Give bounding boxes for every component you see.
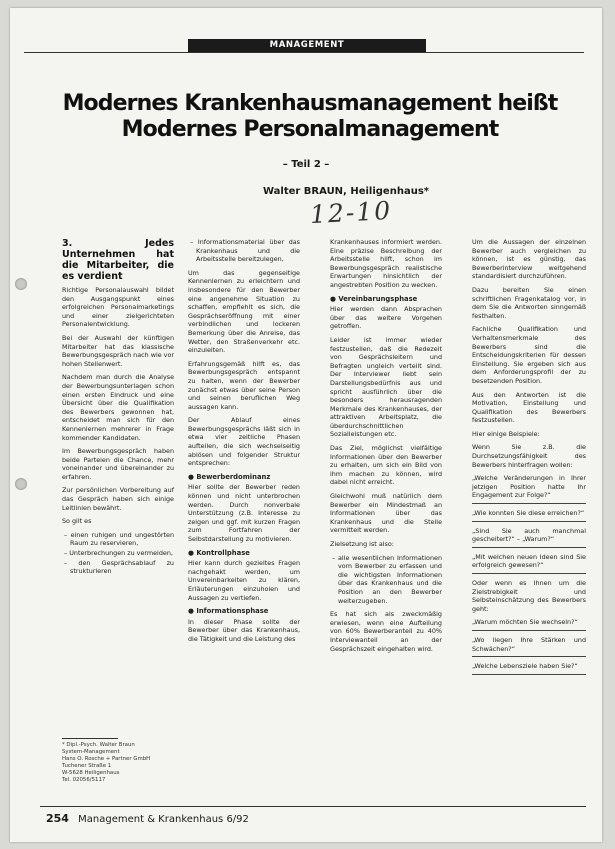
interview-question: „Sind Sie auch manchmal gescheitert?“ – „Warum?“: [472, 527, 586, 548]
column-3: [330, 238, 442, 658]
paragraph: Bei der Auswahl der künftigen Mitarbeiter hat das klassische Bewerbungsgespräch nach wie vor hohen Stellenwert.: [62, 333, 175, 368]
section-heading: 3. Jedes Unternehmen hat die Mitarbeiter, die es verdient: [62, 238, 174, 282]
paragraph: Um die Aussagen der einzelnen Bewerber auch vergleichen zu können, ist es günstig, das Bewerberinterview weitgehend standardisiert durchzuführen.: [472, 238, 586, 281]
phase-heading: ● Kontrollphase: [188, 548, 250, 557]
interview-question: „Mit welchen neuen Ideen sind Sie erfolgreich gewesen?“: [472, 553, 586, 574]
footnote-line: * Dipl.-Psych. Walter Braun: [62, 742, 135, 748]
journal-name: Management & Krankenhaus 6/92: [78, 814, 249, 825]
paragraph: Gleichwohl muß natürlich dem Bewerber ein Mindestmaß an Informationen über das Krankenhaus und die Stelle vermittelt werden.: [330, 492, 442, 535]
paragraph: Hier sollte der Bewerber reden können und nicht unterbrochen werden. Durch nonverbale Unterstützung (z.B. Interesse zu zeigen und ggf. mit kurzen Fragen zum Fortfahren der Selbstdarstellung zu motivieren.: [188, 483, 300, 543]
phase-heading: ● Bewerberdominanz: [188, 472, 271, 481]
paragraph: Um das gegenseitige Kennenlernen zu erleichtern und insbesondere für den Bewerber eine angenehme Situation zu schaffen, empfiehlt es sich, die Gesprächseröffnung mit einer verbindlichen und lockeren Bemerkung über die Anreise, das Wetter, den Straßenverkehr etc. einzuleiten.: [188, 268, 300, 355]
list-item: – einen ruhigen und ungestörten Raum zu reservieren,: [70, 531, 174, 548]
paragraph: Krankenhauses informiert werden. Eine präzise Beschreibung der Arbeitsstelle hilft, schon im Bewerbungsgespräch realistische Erwartungen hinsichtlich der angestrebten Position zu wecken.: [330, 238, 442, 289]
interview-question: „Warum möchten Sie wechseln?“: [472, 618, 586, 631]
list: [62, 531, 174, 576]
paragraph: Dazu bereiten Sie einen schriftlichen Fragenkatalog vor, in dem Sie die Antworten sinngemäß festhalten.: [472, 285, 586, 320]
paragraph: Zielsetzung ist also:: [330, 540, 394, 548]
column-2: [188, 238, 300, 649]
paragraph: Hier kann durch gezieltes Fragen nachgehakt werden, um Unvereinbarkeiten zu klären, Erläuterungen einzuholen und Aussagen zu vertiefen.: [188, 559, 300, 602]
footer-rule: [40, 806, 586, 807]
paragraph: Es hat sich als zweckmäßig erwiesen, wenn eine Aufteilung von 60% Bewerberanteil zu 40% Interviewanteil an der Gesprächszeit eingehalten wird.: [330, 610, 442, 653]
paragraph: Leider ist immer wieder festzustellen, daß die Redezeit von Gesprächsleitern und Befragten ungleich verteilt sind. Der Interviewer liebt sein Darstellungsbedürfnis aus und spricht ausführlich über die besonders herausragenden Merkmale des Krankenhauses, der attraktiven Arbeitsplatz, die überdurchschnittlichen Sozialleistungen etc.: [330, 335, 442, 439]
footnote-line: Tel. 02056/5117: [62, 777, 106, 783]
footnote-line: Tuchener Straße 1: [62, 763, 112, 769]
footnote-line: System-Management: [62, 749, 120, 755]
list-item: – alle wesentlichen Informationen vom Bewerber zu erfassen und die wichtigsten Informationen über das Krankenhaus und die Position an den Bewerber weiterzugeben.: [338, 554, 442, 606]
paragraph: Wenn Sie z.B. die Durchsetzungsfähigkeit des Bewerbers hinterfragen wollen:: [472, 443, 586, 469]
paragraph: So gilt es: [62, 517, 92, 526]
paragraph: Nachdem man durch die Analyse der Bewerbungsunterlagen schon einen ersten Eindruck und eine Übersicht über die Qualifikation des Bewerbers gewonnen hat, entscheidet man sich für den Kennenlernen mehrerer in Frage kommender Kandidaten.: [62, 373, 174, 442]
paragraph: In dieser Phase sollte der Bewerber über das Krankenhaus, die Tätigkeit und die Leistung des: [188, 617, 300, 643]
footnote-rule: [62, 738, 118, 739]
interview-question: „Welche Veränderungen in Ihrer jetzigen Position hatte Ihr Engagement zur Folge?“: [472, 474, 586, 504]
paragraph: Der Ablauf eines Bewerbungsgesprächs läßt sich in etwa vier zeitliche Phasen aufteilen, die sich wechselseitig ablösen und folgender Struktur entsprechen:: [188, 416, 300, 468]
page-footer: [46, 812, 249, 825]
paragraph: Das Ziel, möglichst vielfältige Informationen über den Bewerber zu erhalten, um sich ein Bild von ihm machen zu können, wird dabei nicht erreicht.: [330, 444, 442, 487]
paragraph: Zur persönlichen Vorbereitung auf das Gespräch haben sich einige Leitlinien bewährt.: [62, 486, 174, 512]
list: [330, 554, 442, 606]
punch-hole: [15, 278, 27, 290]
handwritten-note: 12-10: [309, 195, 393, 230]
paragraph: Fachliche Qualifikation und Verhaltensmerkmale des Bewerbers sind die Entscheidungskriterien für dessen Einstellung. Sie ergeben sich aus dem Anforderungsprofil der zu besetzenden Position.: [472, 325, 586, 385]
paragraph: Hier einige Beispiele:: [472, 429, 540, 438]
paragraph: Hier werden dann Absprachen über das weitere Vorgehen getroffen.: [330, 305, 442, 331]
column-1: [62, 238, 174, 581]
paragraph: Erfahrungsgemäß hilft es, das Bewerbungsgespräch entspannt zu halten, wenn der Bewerber zunächst etwas über seine Person und seinen beruflichen Weg aussagen kann.: [188, 359, 300, 411]
section-label: MANAGEMENT: [188, 39, 426, 52]
phase-heading: ● Informationsphase: [188, 607, 269, 616]
interview-question: „Welche Lebensziele haben Sie?“: [472, 662, 586, 675]
interview-question: „Wo liegen Ihre Stärken und Schwächen?“: [472, 636, 586, 657]
page-number: 254: [46, 812, 69, 825]
paragraph: Aus den Antworten ist die Motivation, Einstellung und Qualifikation des Bewerbers festzustellen.: [472, 390, 586, 425]
list-item: – Informationsmaterial über das Krankenhaus und die Arbeitsstelle bereitzulegen,: [196, 238, 300, 264]
article-title-line2: Modernes Personalmanagement: [121, 117, 499, 142]
phase-heading: ● Vereinbarungsphase: [330, 294, 418, 303]
list-item: – Unterbrechungen zu vermeiden,: [70, 549, 174, 558]
list: [188, 238, 300, 264]
footnote-line: W-5628 Heiligenhaus: [62, 770, 120, 776]
interview-question: „Wie konnten Sie diese erreichen?“: [472, 509, 586, 522]
footnote-line: Hans O. Rosche + Partner GmbH: [62, 756, 151, 762]
punch-hole: [15, 478, 27, 490]
article-author: Walter BRAUN, Heiligenhaus*: [262, 186, 429, 197]
paragraph: Richtige Personalauswahl bildet den Ausgangspunkt eines erfolgreichen Personalmarketings und einer zielgerichteten Personalentwicklung.: [62, 286, 174, 329]
list-item: – den Gesprächsablauf zu strukturieren: [70, 559, 174, 576]
article-part: – Teil 2 –: [282, 159, 330, 170]
header-rule: [24, 52, 584, 53]
article-title-line1: Modernes Krankenhausmanagement heißt: [62, 91, 558, 116]
magazine-page: [10, 8, 602, 842]
paragraph: Im Bewerbungsgespräch haben beide Parteien die Chance, mehr voneinander und übereinander zu erfahren.: [62, 447, 174, 481]
column-4: [472, 238, 586, 680]
paragraph: Oder wenn es Ihnen um die Zielstrebigkeit und Selbsteinschätzung des Bewerbers geht:: [472, 579, 586, 613]
footnote: [62, 742, 170, 784]
